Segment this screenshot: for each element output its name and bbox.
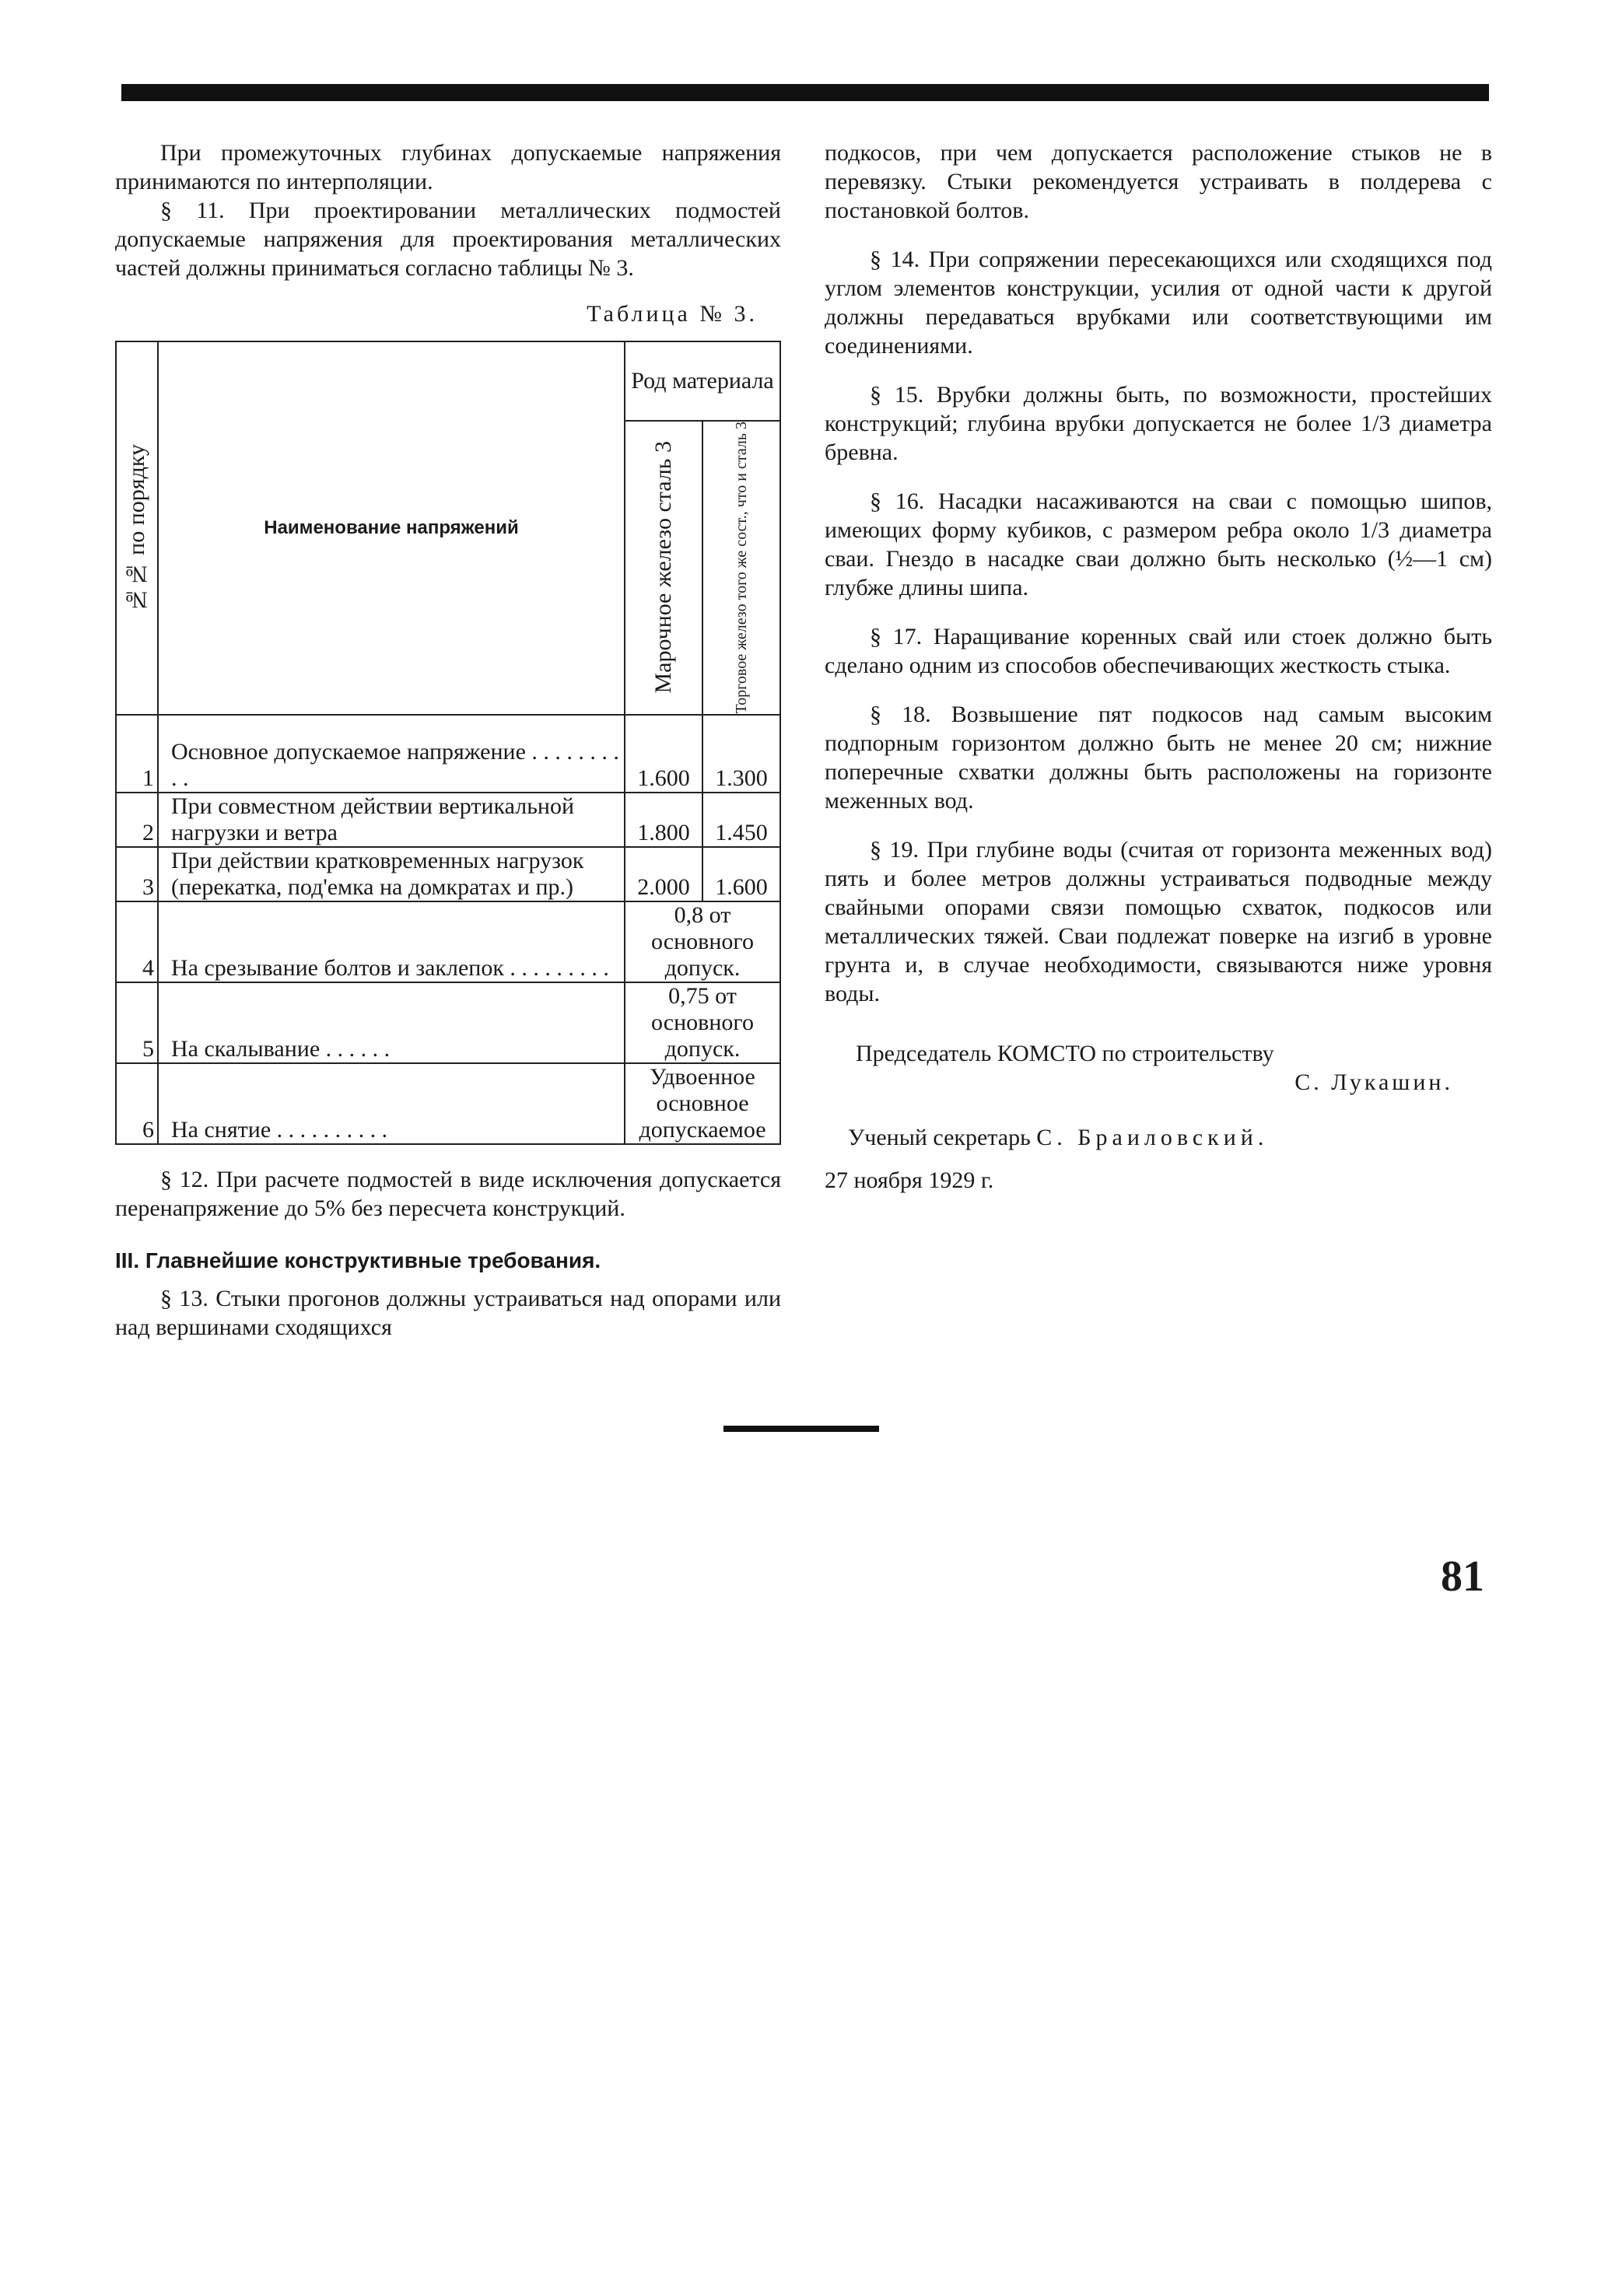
chairman-name: С. Лукашин. (1294, 1069, 1453, 1095)
paragraph: При промежуточных глубинах допускаемые напряжения принимаются по интерполяции. (115, 140, 781, 194)
end-rule (723, 1426, 879, 1432)
paragraph-11: § 11. При проектировании металлических подмостей допускаемые напряжения для проектирования металлических частей должны приниматься согласно таблицы № 3. (115, 198, 781, 281)
header-name: Наименование напряжений (158, 341, 625, 715)
header-col1: Марочное железо сталь 3 (625, 421, 702, 715)
paragraph-13: § 13. Стыки прогонов должны устраиваться над опорами или над вершинами сходящихся (115, 1285, 781, 1340)
table-row: 1 Основное допускаемое напряжение . . . . . . . . . . 1.600 1.300 (116, 715, 780, 793)
secretary-name: С. Браиловский. (1036, 1125, 1269, 1150)
table-row: 2 При совместном действии вертикальной нагрузки и ветра 1.800 1.450 (116, 793, 780, 847)
paragraph: подкосов, при чем допускается расположение стыков не в перевязку. Стыки рекомендуется устраивать в полдерева с постановкой болтов. (825, 140, 1492, 223)
header-num: №№ по порядку (116, 341, 158, 715)
paragraph-16: § 16. Насадки насаживаются на сваи с помощью шипов, имеющих форму кубиков, с размером ребра около 1/3 диаметра сваи. Гнездо в насадке сваи должно быть несколько (½—1 см) глубже длины шипа. (825, 488, 1492, 600)
date: 27 ноября 1929 г. (825, 1167, 994, 1193)
paragraph-14: § 14. При сопряжении пересекающихся или сходящихся под углом элементов конструкции, усилия от одной части к другой должны передаваться врубками или соответствующими им соединениями. (825, 247, 1492, 359)
secretary-label: Ученый секретарь (848, 1125, 1031, 1150)
left-column (115, 138, 781, 1342)
section-title: III. Главнейшие конструктивные требования. (115, 1248, 601, 1272)
paragraph-12: § 12. При расчете подмостей в виде исключения допускается перенапряжение до 5% без пересчета конструкций. (115, 1166, 781, 1221)
table-row: 4 На срезывание болтов и заклепок . . . . . . . . . 0,8 от основного допуск. (116, 901, 780, 982)
table-row: 3 При действии кратковременных нагрузок (перекатка, под'емка на домкратах и пр.) 2.000 1.600 (116, 847, 780, 901)
chairman-line: Председатель КОМСТО по строительству (856, 1041, 1274, 1066)
paragraph-15: § 15. Врубки должны быть, по возможности, простейших конструкций; глубина врубки допускается не более 1/3 диаметра бревна. (825, 382, 1492, 465)
paragraph-17: § 17. Наращивание коренных свай или стоек должно быть сделано одним из способов обеспечивающих жесткость стыка. (825, 624, 1492, 678)
table-row: 6 На снятие . . . . . . . . . . Удвоенное основное допускаемое (116, 1063, 780, 1144)
header-group: Род материала (625, 341, 780, 421)
table-row: 5 На скалывание . . . . . . 0,75 от основного допуск. (116, 982, 780, 1063)
page-number: 81 (1441, 1552, 1484, 1601)
right-column (825, 138, 1492, 1195)
top-rule (121, 84, 1489, 101)
stress-table (115, 341, 781, 1145)
header-col2: Торговое железо того же сост., что и сталь 3 (702, 421, 780, 715)
secretary-line (825, 1123, 1492, 1152)
paragraph-19: § 19. При глубине воды (считая от горизонта меженных вод) пять и более метров должны устраиваться подводные между свайными опорами связи помощью схваток, подкосов или металлических тяжей. Сваи подлежат поверке на изгиб в уровне грунта и, в случае необходимости, связываются ниже уровня воды. (825, 837, 1492, 1006)
paragraph-18: § 18. Возвышение пят подкосов над самым высоким подпорным горизонтом должно быть не менее 20 см; нижние поперечные схватки должны быть расположены на горизонте меженных вод. (825, 702, 1492, 814)
table-caption: Таблица № 3. (587, 301, 758, 327)
